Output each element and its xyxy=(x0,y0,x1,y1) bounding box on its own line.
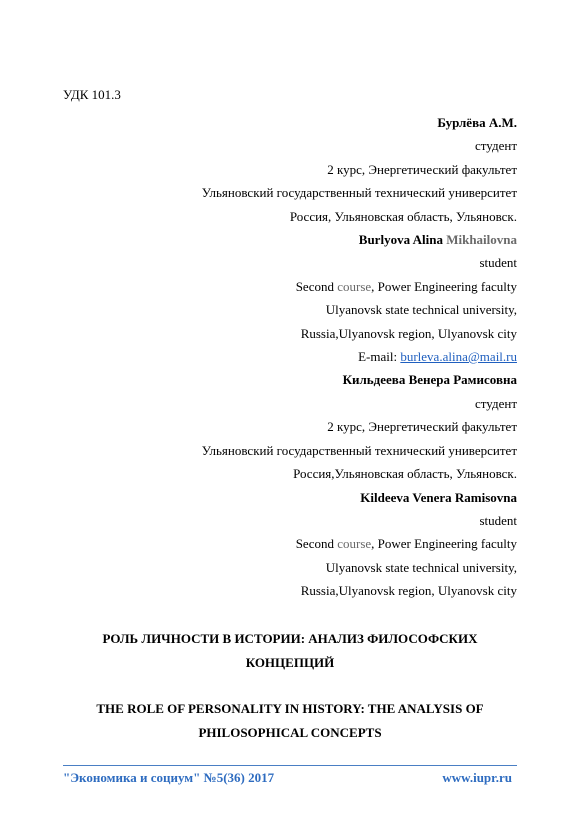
author2-position-en: student xyxy=(479,512,517,528)
email-label: E-mail: xyxy=(358,349,401,365)
article-title-ru-line2: КОНЦЕПЦИЙ xyxy=(245,655,335,670)
author1-course-en xyxy=(202,275,517,298)
author2-course: 2 курс, Энергетический факультет xyxy=(327,419,517,435)
author2-course-en-suffix: , Power Engineering faculty xyxy=(371,536,517,552)
author2-location: Россия,Ульяновская область, Ульяновск. xyxy=(293,466,517,482)
author1-course: 2 курс, Энергетический факультет xyxy=(327,161,517,177)
author2-position: студент xyxy=(475,395,517,411)
article-title-en-line1: THE ROLE OF PERSONALITY IN HISTORY: THE ANALYSIS OF xyxy=(96,701,484,716)
author2-course-en xyxy=(202,532,517,555)
footer-divider xyxy=(63,765,517,766)
author1-position: студент xyxy=(475,138,517,154)
author1-course-en-word: course xyxy=(337,278,372,294)
author1-course-en-suffix: , Power Engineering faculty xyxy=(371,278,517,294)
article-title-ru xyxy=(63,627,517,675)
author1-location: Россия, Ульяновская область, Ульяновск. xyxy=(289,208,517,224)
author2-university-en: Ulyanovsk state technical university, xyxy=(325,559,517,575)
author2-location-en: Russia,Ulyanovsk region, Ulyanovsk city xyxy=(300,583,517,599)
author1-university-en: Ulyanovsk state technical university, xyxy=(325,302,517,318)
author2-course-en-prefix: Second xyxy=(295,536,334,552)
author1-email-line xyxy=(202,345,517,368)
author2-name: Кильдеева Венера Рамисовна xyxy=(342,372,517,388)
author1-name-en xyxy=(202,228,517,251)
author1-position-en: student xyxy=(479,255,517,271)
author1-name-en-first: Burlyova Alina xyxy=(358,232,443,248)
author1-name-en-patronymic: Mikhailovna xyxy=(446,232,517,248)
author1-course-en-prefix: Second xyxy=(295,278,334,294)
footer-journal: "Экономика и социум" №5(36) 2017 xyxy=(63,770,275,785)
article-title-en xyxy=(63,697,517,745)
udk-code: УДК 101.3 xyxy=(63,87,121,102)
author1-location-en: Russia,Ulyanovsk region, Ulyanovsk city xyxy=(300,325,517,341)
email-link[interactable]: burleva.alina@mail.ru xyxy=(400,349,517,365)
author1-name: Бурлёва А.М. xyxy=(437,115,517,130)
author2-name-en: Kildeeva Venera Ramisovna xyxy=(360,489,517,505)
footer-website[interactable]: www.iupr.ru xyxy=(442,770,512,785)
author2-university: Ульяновский государственный технический университет xyxy=(201,442,517,458)
article-title-ru-line1: РОЛЬ ЛИЧНОСТИ В ИСТОРИИ: АНАЛИЗ ФИЛОСОФСКИХ xyxy=(102,631,478,646)
author-info-block xyxy=(202,111,517,603)
author1-university: Ульяновский государственный технический университет xyxy=(201,185,517,201)
article-title-en-line2: PHILOSOPHICAL CONCEPTS xyxy=(198,725,382,740)
author2-course-en-word: course xyxy=(337,536,372,552)
